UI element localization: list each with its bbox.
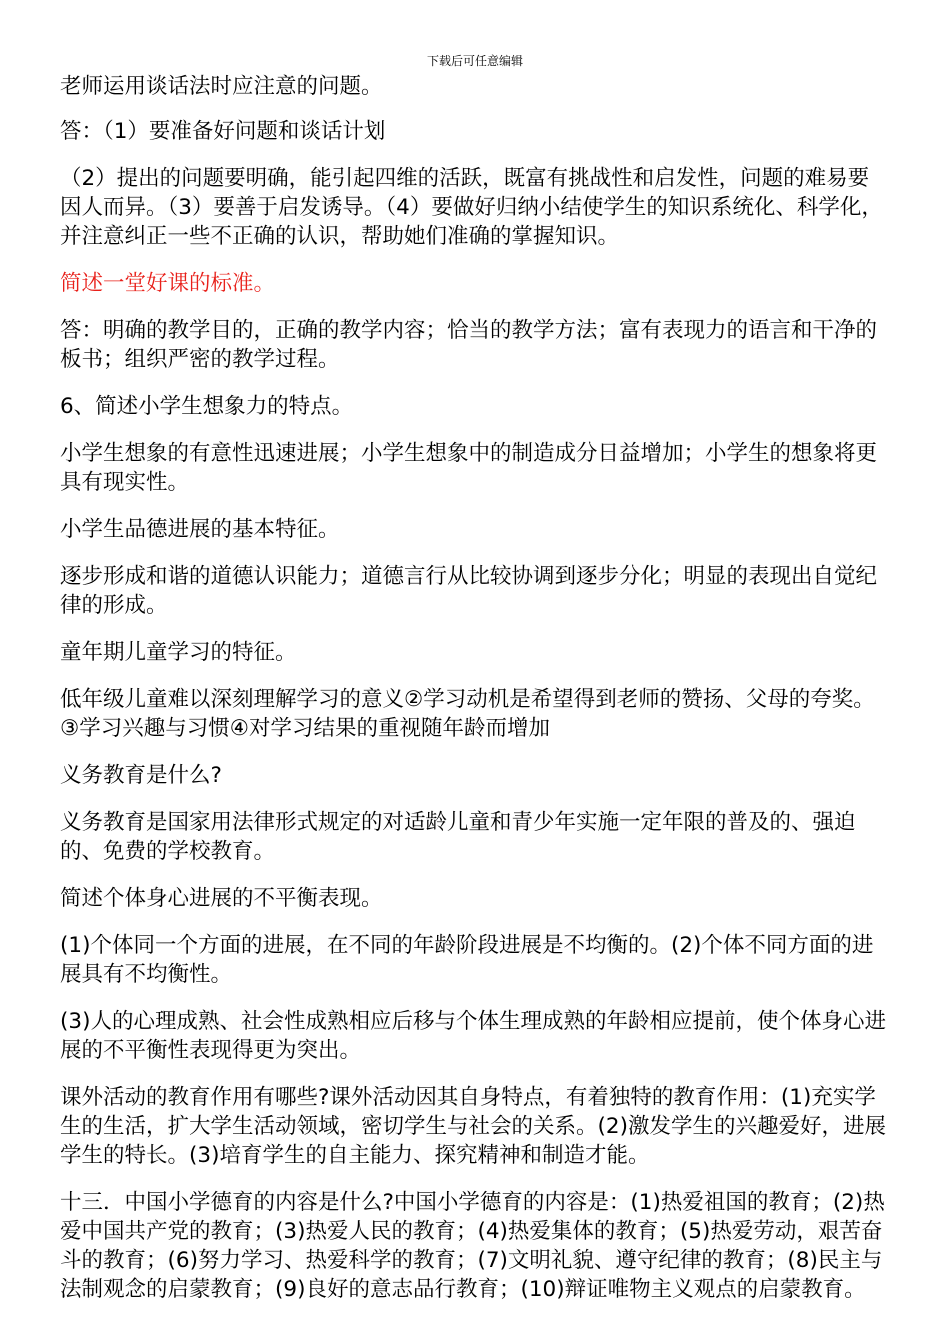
answer-talk-method-1: 答：（1）要准备好问题和谈话计划 — [60, 119, 386, 144]
question-childhood-learning: 童年期儿童学习的特征。 — [60, 640, 297, 665]
answer-imbalance-2: (3)人的心理成熟、社会性成熟相应后移与个体生理成熟的年龄相应提前，使个体身心进展的不平衡性表现得更为突出。 — [60, 1009, 886, 1063]
answer-imbalance-1: (1)个体同一个方面的进展，在不同的年龄阶段进展是不均衡的。(2)个体不同方面的进展具有不均衡性。 — [60, 933, 874, 987]
question-good-lesson: 简述一堂好课的标准。 — [60, 271, 276, 296]
answer-compulsory-education: 义务教育是国家用法律形式规定的对适龄儿童和青少年实施一定年限的普及的、强迫的、免费的学校教育。 — [60, 810, 856, 864]
extracurricular-activities: 课外活动的教育作用有哪些?课外活动因其自身特点，有着独特的教育作用：(1)充实学生的生活，扩大学生活动领域，密切学生与社会的关系。(2)激发学生的兴趣爱好，进展学生的特长。(3)培育学生的自主能力、探究精神和制造才能。 — [60, 1085, 886, 1168]
question-talk-method: 老师运用谈话法时应注意的问题。 — [60, 74, 383, 99]
question-compulsory-education: 义务教育是什么? — [60, 763, 222, 788]
question-imbalance: 简述个体身心进展的不平衡表现。 — [60, 886, 383, 911]
answer-imagination: 小学生想象的有意性迅速进展；小学生想象中的制造成分日益增加；小学生的想象将更具有现实性。 — [60, 441, 878, 495]
question-imagination: 6、简述小学生想象力的特点。 — [60, 394, 354, 419]
answer-moral-development: 逐步形成和谐的道德认识能力；道德言行从比较协调到逐步分化；明显的表现出自觉纪律的形成。 — [60, 564, 878, 618]
answer-talk-method-2: （2）提出的问题要明确，能引起四维的活跃，既富有挑战性和启发性，问题的难易要因人而异。（3）要善于启发诱导。（4）要做好归纳小结使学生的知识系统化、科学化，并注意纠正一些不正确的认识，帮助她们准确的掌握知识。 — [60, 166, 883, 249]
document-body — [60, 72, 890, 1304]
page-header: 下载后可任意编辑 — [426, 54, 523, 68]
answer-childhood-learning: 低年级儿童难以深刻理解学习的意义②学习动机是希望得到老师的赞扬、父母的夸奖。③学习兴趣与习惯④对学习结果的重视随年龄而增加 — [60, 687, 875, 741]
question-moral-development: 小学生品德进展的基本特征。 — [60, 517, 340, 542]
answer-good-lesson: 答：明确的教学目的，正确的教学内容；恰当的教学方法；富有表现力的语言和干净的板书；组织严密的教学过程。 — [60, 318, 878, 372]
moral-education-content: 十三．中国小学德育的内容是什么?中国小学德育的内容是：(1)热爱祖国的教育；(2)热爱中国共产党的教育；(3)热爱人民的教育；(4)热爱集体的教育；(5)热爱劳动，艰苦奋斗的教育；(6)努力学习、热爱科学的教育；(7)文明礼貌、遵守纪律的教育；(8)民主与法制观念的启蒙教育；(9)良好的意志品行教育；(10)辩证唯物主义观点的启蒙教育。 — [60, 1190, 885, 1302]
